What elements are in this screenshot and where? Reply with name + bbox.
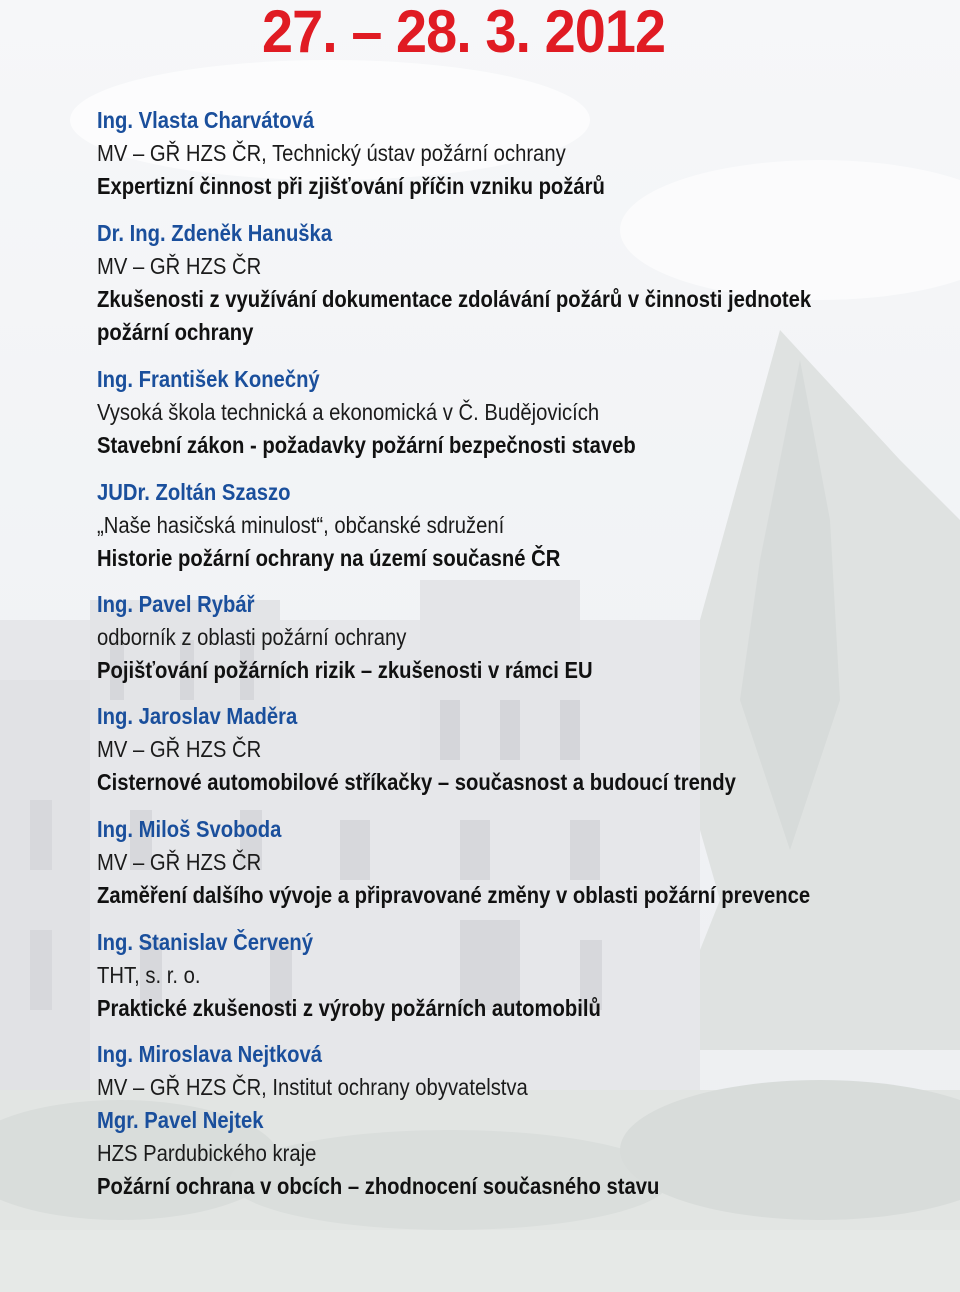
talk-topic: Historie požární ochrany na území současné ČR <box>97 545 561 571</box>
speaker-name: Mgr. Pavel Nejtek <box>97 1107 264 1133</box>
speaker-name: Dr. Ing. Zdeněk Hanuška <box>97 220 333 246</box>
talk-topic: Zaměření dalšího vývoje a připravované změny v oblasti požární prevence <box>97 882 811 908</box>
speaker-entry <box>97 926 937 1025</box>
talk-topic: Pojišťování požárních rizik – zkušenosti v rámci EU <box>97 657 593 683</box>
speaker-name: Ing. Stanislav Červený <box>97 929 313 955</box>
speaker-affiliation: MV – GŘ HZS ČR <box>97 736 262 762</box>
speaker-affiliation: HZS Pardubického kraje <box>97 1140 317 1166</box>
speaker-entry <box>97 813 937 912</box>
speaker-affiliation: odborník z oblasti požární ochrany <box>97 624 407 650</box>
speaker-affiliation: MV – GŘ HZS ČR <box>97 253 262 279</box>
speaker-affiliation: MV – GŘ HZS ČR, Technický ústav požární ochrany <box>97 140 566 166</box>
talk-topic: Expertizní činnost při zjišťování příčin vzniku požárů <box>97 173 605 199</box>
speaker-entry <box>97 700 937 799</box>
speaker-name: Ing. Vlasta Charvátová <box>97 107 315 133</box>
speaker-affiliation: Vysoká škola technická a ekonomická v Č. Budějovicích <box>97 399 600 425</box>
speaker-entry <box>97 1038 937 1104</box>
talk-topic: Cisternové automobilové stříkačky – současnost a budoucí trendy <box>97 769 736 795</box>
speaker-entry <box>97 217 937 349</box>
speaker-name: Ing. Miroslava Nejtková <box>97 1041 322 1067</box>
speaker-name: Ing. Pavel Rybář <box>97 591 255 617</box>
talk-topic: Požární ochrana v obcích – zhodnocení současného stavu <box>97 1173 660 1199</box>
speaker-entry <box>97 476 937 575</box>
speaker-affiliation: MV – GŘ HZS ČR, Institut ochrany obyvatelstva <box>97 1074 528 1100</box>
speaker-affiliation: MV – GŘ HZS ČR <box>97 849 262 875</box>
talk-topic: Praktické zkušenosti z výroby požárních automobilů <box>97 995 601 1021</box>
speaker-entry <box>97 1104 937 1203</box>
speaker-name: Ing. Jaroslav Maděra <box>97 703 298 729</box>
speaker-entry <box>97 588 937 687</box>
speaker-name: Ing. František Konečný <box>97 366 320 392</box>
talk-topic: Zkušenosti z využívání dokumentace zdolávání požárů v činnosti jednotek <box>97 286 812 312</box>
talk-topic-continued: požární ochrany <box>97 319 254 345</box>
speaker-entry <box>97 363 937 462</box>
speaker-affiliation: THT, s. r. o. <box>97 962 201 988</box>
talk-topic: Stavební zákon - požadavky požární bezpečnosti staveb <box>97 432 636 458</box>
speaker-name: JUDr. Zoltán Szaszo <box>97 479 291 505</box>
event-date: 27. – 28. 3. 2012 <box>262 0 666 65</box>
speaker-entry <box>97 104 937 203</box>
speaker-name: Ing. Miloš Svoboda <box>97 816 282 842</box>
speaker-affiliation: „Naše hasičská minulost“, občanské sdružení <box>97 512 505 538</box>
